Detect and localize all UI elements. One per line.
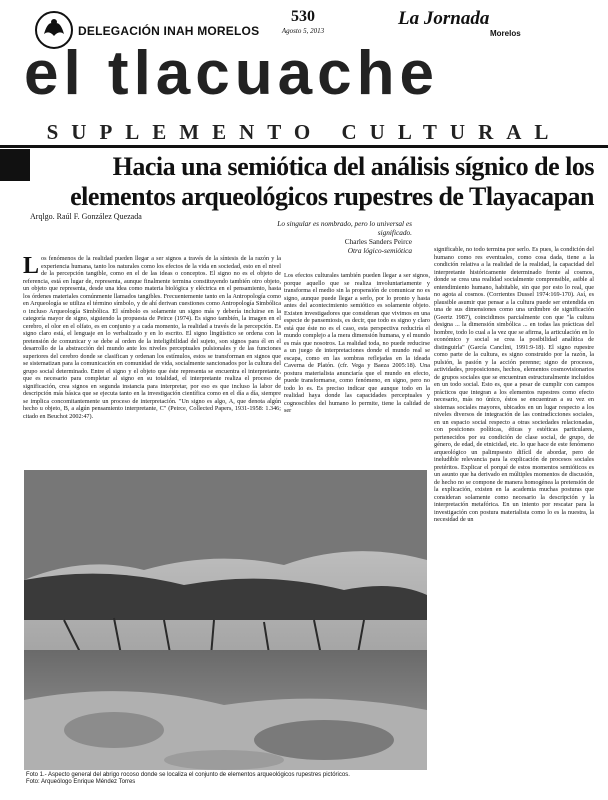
epigraph — [272, 219, 412, 255]
newspaper-region: Morelos — [490, 29, 521, 38]
supplement-subtitle: SUPLEMENTO CULTURAL — [46, 120, 562, 144]
issue-number: 530 — [291, 8, 315, 25]
article-column-1 — [23, 255, 281, 505]
photo-caption — [26, 772, 426, 786]
delegation-name: DELEGACIÓN INAH MORELOS — [78, 24, 260, 38]
epigraph-author: Charles Sanders Peirce — [344, 237, 412, 246]
column-1-text: os fenómenos de la realidad pueden llegar a ser signos a través de la síntesis de la razón y la experiencia humana, tanto los naturales como los efectos de la vida en sociedad, esto en el nivel de la percepción tangible, como en el de las ideas o conceptos. El signo no es el objeto de referencia, está en lugar de, representa, aunque finalmente termina constituyendo también otro objeto, un objeto que representa, desde una idea como materia biológica y eléctrica en el pensamiento, hasta los órdenes materiales comúnmente llamados tangibles. Frecuentemente tanto en la Antropología como en Arqueología se utiliza el término símbolo, y de ahí derivan cuestiones como Antropología Simbólica o incluso Arqueología Simbólica. El símbolo es solamente un signo más y debería incluirse en la categoría mayor de signo, siguiendo la propuesta de Peirce (1974). Es signo también, la imagen en el cerebro, el olor en el olfato, es en conjunto y a cada momento, la realidad a través de la percepción. Es signo claro está, el lenguaje en lo verbalizado y en lo escrito. El signo lingüístico se ordena con la pretensión de comunicar y se debe al orden de la inteligibilidad del sujeto, son signos para él en el desarrollo de la abstracción del mundo ante los niveles perceptuales pulsionales y de las funciones superiores del cerebro donde se clasifican y ordenan los estímulos, estos se transforman en signos que se sistematizan para la comunicación en comunidad de vida, socialmente sancionados por la cultura del grupo social determinado. Entre el signo y el objeto que éste representa se encuentra el interpretante, que es necesario para completar al signo en su totalidad, el interpretante realiza el proceso de significación, crea signos en segunda instancia para interpretar, por eso es que incluso la labor de descripción más básica que se ejecuta tanto en la investigación científica como en el día a día, siempre se implica concomitantemente un proceso de interpretación. "Un signo es algo, A, que denota algún hecho u objeto, B, a algún pensamiento interpretante, C" (Peirce, Collected Papers, 1931-1958: 1.346; citado en Beuchot 2002:47). — [23, 255, 281, 420]
epigraph-quote: Lo singular es nombrado, pero lo universal es significado. — [277, 219, 412, 237]
article-column-3 — [434, 246, 594, 796]
caption-description: Foto 1.- Aspecto general del abrigo rocoso donde se localiza el conjunto de elementos arqueológicos rupestres pictóricos. — [26, 772, 350, 778]
rock-shelter-photo — [24, 470, 427, 770]
newspaper-logo: La Jornada — [398, 8, 490, 29]
supplement-title: el tlacuache — [24, 39, 439, 108]
drop-cap: L — [23, 255, 40, 279]
article-headline: Hacia una semiótica del análisis sígnico de los elementos arqueológicos rupestres de Tlayacapan — [70, 152, 594, 211]
column-3-text: significable, no todo termina por serlo. Es pues, la condición del humano como res eventuales, como cosa dada, tiene a la condición relativa a la realidad de la realidad, la capacidad del interpretante históricamente determinado frente al cosmos, donde se crea una realidad socialmente comprensible, asible al entendimiento humano, habitable, sin que por esto lo real, que no agota al cosmos. (Corrientes Dussel 1974:169-170). Así, es plausible asumir que pensar a la cultura puede ser entendida en una de sus dimensiones como una urdimbre de significación (Geertz 1987), coincidimos parcialmente con que "la cultura designa ... la dimensión simbólica ... en todas las prácticas del hombre, todo lo cual a la vez que se afirma, la articulación en lo económico y social se crea la posibilidad analítica de distinguirla" (García Canclini, 1991:9-18). El signo rupestre como parte de la cultura, es signo construido por la razón, la pulsión, la pasión y la acción perenne; signo de procesos, actividades, proposiciones, hechos, elementos cosmovisionarios de grupos sociales que se encuentran estructuralmente incluidos en un todo social. Esto es, que a pesar de cumplir con campos prácticos que integran a los elementos rupestres como efecto necesario, más no único, éstos se encuentran a su vez en sistemas sociales mayores, ubicados en un lugar respecto a los niveles diversos de integración de las contradicciones sociales, en un espacio social respecto a otras sociedades relacionadas, con posiciones políticas, éticas y estéticas particulares, pertenecidos por su condición de clase social, de grupo, de género, de edad, de etnicidad, etc. lo que hace de este fenómeno arqueológico un palimpsesto difícil de abordar, pero de ineludible relevancia para la explicación de procesos sociales pretéritos. Explicar el porqué de estos momentos semióticos es un asunto que ha derivado en múltiples momentos de discusión, de hecho no se compone de manera homogénea la pretensión de la explicación, existen en la academia muchas posturas que consideran solamente como necesario la descripción y la interpretación metafórica. En un intento por rescatar para la investigación con postura materialista como lo es la nuestra, la necesidad de un — [434, 246, 594, 523]
epigraph-source: Otra lógico-semiótica — [347, 246, 412, 255]
caption-credit: Foto: Arqueólogo Enrique Méndez Torres — [26, 779, 136, 785]
article-author: Arqlgo. Raúl F. González Quezada — [30, 212, 142, 221]
issue-date: Agosto 5, 2013 — [281, 27, 325, 35]
masthead-rule — [0, 145, 608, 148]
column-2-text: Los efectos culturales también pueden llegar a ser signos, porque aquello que se realiza involuntariamente y transforma el medio sin la propensión de comunicar no es signo, aunque puede llegar a serlo, por lo pronto y hasta antes del acontecimiento semiótico es solamente objeto. Existen investigadores que consideran que vivimos en una especie de pansemiosis, es decir, que todo es signo y claro está que éste no es el caso, esta perspectiva reduciría el mundo complejo a la mera dimensión humana, y el mundo es más que nosotros. La realidad toda, no puede reducirse a un juego de interpretaciones donde el mundo real se escapa, como en las sombras reflejadas en la ideada Caverna de Platón. (cfr. Vega y Baeza 2005:18). Una postura materialista anunciaría que el mundo en efecto, puede transformarse, como fenómeno, en signo, pero no todo lo es. Es preciso indicar que aunque todo en la realidad haya donde las capacidades perceptuales y cognoscibles del humano lo permite, tiene la calidad de ser — [284, 272, 430, 414]
